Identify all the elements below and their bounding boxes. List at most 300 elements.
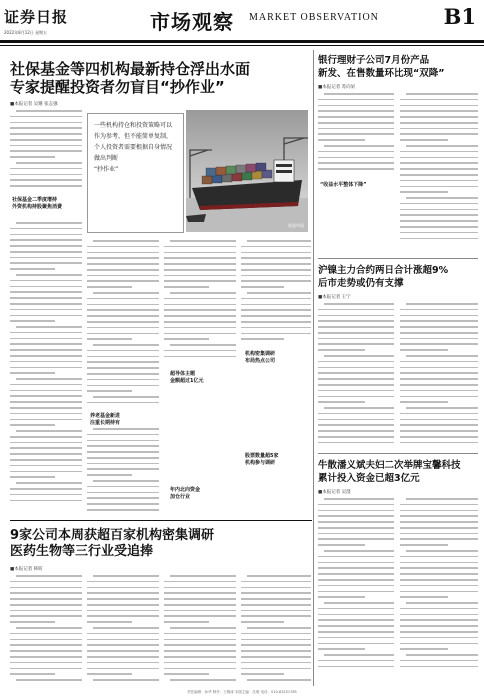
text-line	[10, 424, 55, 426]
text-line	[318, 430, 394, 432]
text-line	[164, 275, 236, 277]
text-line	[241, 604, 311, 606]
text-line	[400, 226, 478, 228]
bottom-headline-line2: 医药生物等三行业受追捧	[10, 543, 154, 559]
text-line	[318, 332, 394, 334]
text-line	[170, 627, 236, 629]
text-line	[400, 538, 478, 540]
text-line	[87, 468, 159, 470]
text-line	[10, 228, 82, 230]
text-line	[241, 656, 311, 658]
main-subhead-2: 养老基金新进 注重长期持有	[90, 413, 121, 426]
text-line	[10, 581, 82, 583]
text-line	[10, 401, 82, 403]
text-line	[10, 116, 82, 118]
right-story-1-col-1	[318, 93, 394, 174]
text-line	[400, 99, 478, 101]
text-line	[87, 581, 159, 583]
text-line	[164, 662, 236, 664]
text-line	[164, 298, 236, 300]
text-line	[164, 581, 236, 583]
right-story-3-col-2	[400, 498, 478, 671]
text-line	[10, 598, 82, 600]
text-line	[87, 610, 159, 612]
text-line	[318, 424, 394, 426]
text-line	[318, 139, 365, 141]
cargo-ship-illustration	[186, 110, 308, 232]
text-line	[318, 527, 394, 529]
text-line	[10, 291, 82, 293]
main-text-col-3	[164, 240, 236, 361]
text-line	[16, 627, 82, 629]
text-line	[164, 269, 236, 271]
mid-item-3: 年内北向资金 加仓行业	[170, 487, 201, 500]
text-line	[164, 668, 236, 670]
text-line	[400, 637, 478, 639]
text-line	[400, 128, 478, 130]
section-subtitle: MARKET OBSERVATION	[249, 12, 379, 23]
text-line	[10, 476, 55, 478]
text-line	[87, 333, 159, 335]
text-line	[10, 268, 55, 270]
main-headline[interactable]	[10, 60, 300, 96]
text-line	[10, 390, 82, 392]
text-line	[10, 168, 82, 170]
text-line	[16, 222, 82, 224]
text-line	[400, 527, 478, 529]
text-line	[400, 419, 478, 421]
text-line	[87, 497, 159, 499]
text-line	[10, 673, 55, 675]
text-line	[87, 252, 159, 254]
text-line	[241, 280, 311, 282]
text-line	[318, 562, 394, 564]
text-line	[318, 631, 394, 633]
text-line	[400, 139, 448, 141]
text-line	[318, 579, 394, 581]
text-line	[318, 116, 394, 118]
text-line	[324, 550, 394, 552]
text-line	[318, 390, 394, 392]
cargo-ship-photo[interactable]	[186, 110, 308, 232]
text-line	[241, 309, 311, 311]
right-story-1-headline[interactable]: 银行理财子公司7月份产品 新发、在售数量环比现“双降”	[318, 55, 445, 80]
text-line	[87, 598, 159, 600]
main-headline-line1: 社保基金等四机构最新持仓浮出水面	[10, 60, 251, 78]
text-line	[400, 116, 478, 118]
text-line	[10, 587, 82, 589]
text-line	[164, 604, 236, 606]
issue-date: 2022年8月12日 星期五	[4, 30, 48, 35]
text-line	[241, 298, 311, 300]
text-line	[241, 615, 311, 617]
text-line	[87, 633, 159, 635]
masthead-rule	[0, 40, 484, 43]
text-line	[318, 396, 394, 398]
right-story-3-col-1	[318, 498, 394, 671]
text-line	[10, 500, 82, 502]
text-line	[10, 234, 82, 236]
text-line	[400, 180, 478, 182]
text-line	[87, 434, 159, 436]
right-story-1-byline: ■本报记者 苏向杲	[318, 85, 356, 90]
text-line	[241, 321, 311, 323]
text-line	[87, 280, 159, 282]
bottom-byline: ■本报记者 韩昉	[10, 567, 43, 572]
text-line	[10, 122, 82, 124]
text-line	[400, 544, 448, 546]
text-line	[241, 598, 311, 600]
text-line	[400, 390, 478, 392]
text-line	[87, 257, 159, 259]
text-line	[318, 349, 365, 351]
text-line	[400, 631, 478, 633]
text-line	[10, 639, 82, 641]
text-line	[87, 509, 159, 511]
text-line	[318, 401, 365, 403]
text-line	[87, 361, 159, 363]
text-line	[87, 286, 132, 288]
text-line	[400, 396, 478, 398]
right-column-divider	[313, 50, 314, 686]
text-line	[400, 214, 478, 216]
text-line	[318, 544, 365, 546]
text-line	[406, 407, 478, 409]
right-story-2-byline: ■本报记者 王宁	[318, 295, 351, 300]
right-story-3-byline: ■本报记者 吴澄	[318, 490, 351, 495]
newspaper-logo: 证券日报	[4, 8, 69, 26]
text-line	[400, 413, 478, 415]
text-line	[241, 673, 284, 675]
text-line	[241, 304, 311, 306]
text-line	[87, 309, 159, 311]
text-line	[400, 361, 478, 363]
text-line	[16, 430, 82, 432]
text-line	[10, 419, 82, 421]
text-line	[318, 320, 394, 322]
text-line	[93, 344, 159, 346]
mid-item-1: 超导体主题 金额超过1亿元	[170, 371, 204, 384]
text-line	[318, 419, 394, 421]
text-line	[87, 356, 159, 358]
text-line	[10, 332, 82, 334]
page-footer: 责任编辑：孙华 制作：王敬涛 本版主编：沈明 电话：010-83251785	[187, 690, 297, 694]
text-line	[87, 390, 132, 392]
text-line	[318, 442, 394, 444]
text-line	[318, 105, 394, 107]
text-line	[87, 656, 159, 658]
text-line	[87, 503, 159, 505]
text-line	[87, 474, 132, 476]
text-line	[318, 338, 394, 340]
text-line	[241, 668, 311, 670]
text-line	[400, 573, 478, 575]
text-line	[87, 402, 159, 404]
text-line	[10, 407, 82, 409]
text-line	[10, 245, 82, 247]
right-story-2-col-1	[318, 303, 394, 448]
text-line	[164, 598, 236, 600]
text-line	[164, 356, 236, 358]
text-line	[400, 562, 478, 564]
text-line	[93, 627, 159, 629]
text-line	[400, 232, 478, 234]
text-line	[400, 122, 478, 124]
text-line	[400, 191, 448, 193]
text-line	[247, 679, 311, 681]
masthead	[0, 0, 484, 46]
text-line	[318, 413, 394, 415]
bottom-headline-line1: 9家公司本周获超百家机构密集调研	[10, 528, 215, 543]
text-line	[318, 608, 394, 610]
mid-item-4: 股票数量超5家 机构参与调研	[245, 453, 279, 466]
text-line	[10, 604, 82, 606]
text-line	[164, 252, 236, 254]
text-line	[400, 162, 478, 164]
text-line	[164, 333, 236, 335]
text-line	[318, 436, 394, 438]
main-headline-line2: 专家提醒投资者勿盲目“抄作业”	[10, 78, 225, 96]
text-line	[318, 157, 394, 159]
text-line	[10, 384, 82, 386]
text-line	[87, 385, 159, 387]
text-line	[87, 373, 159, 375]
text-line	[16, 679, 82, 681]
main-subhead-1: 社保基金二季度增持 外资机构持股聚焦消费	[12, 197, 63, 210]
text-line	[400, 619, 478, 621]
text-line	[10, 309, 82, 311]
text-line	[318, 515, 394, 517]
text-line	[10, 413, 82, 415]
text-line	[318, 504, 394, 506]
text-line	[10, 372, 55, 374]
text-line	[400, 533, 478, 535]
text-line	[318, 573, 394, 575]
text-line	[241, 275, 311, 277]
text-line	[87, 350, 159, 352]
main-text-col-1	[10, 110, 82, 191]
main-text-col-4	[241, 240, 311, 344]
text-line	[400, 401, 448, 403]
text-line	[400, 238, 478, 240]
text-line	[10, 174, 82, 176]
text-line	[324, 303, 394, 305]
text-line	[400, 309, 478, 311]
text-line	[241, 333, 311, 335]
text-line	[318, 151, 394, 153]
text-line	[10, 343, 82, 345]
text-line	[241, 621, 284, 623]
right-story-3-headline[interactable]: 牛散潘义斌夫妇二次举牌宝馨科技 累计投入资金已超3亿元	[318, 460, 461, 485]
text-line	[324, 498, 394, 500]
text-line	[318, 567, 394, 569]
text-line	[400, 591, 478, 593]
text-line	[10, 286, 82, 288]
text-line	[406, 498, 478, 500]
text-line	[241, 257, 311, 259]
text-line	[406, 654, 478, 656]
text-line	[164, 280, 236, 282]
text-line	[400, 430, 478, 432]
text-line	[164, 286, 209, 288]
text-line	[10, 592, 82, 594]
text-line	[318, 110, 394, 112]
text-line	[10, 251, 82, 253]
text-line	[318, 614, 394, 616]
text-line	[87, 367, 159, 369]
text-line	[87, 463, 159, 465]
text-line	[400, 174, 478, 176]
right-story-2-headline[interactable]: 沪镍主力合约两日合计涨超9% 后市走势或仍有支撑	[318, 265, 449, 290]
text-line	[400, 338, 478, 340]
text-line	[87, 587, 159, 589]
text-line	[16, 110, 82, 112]
text-line	[10, 239, 82, 241]
text-line	[318, 591, 394, 593]
section-title: 市场观察	[150, 10, 234, 34]
text-line	[164, 592, 236, 594]
text-line	[400, 556, 478, 558]
bottom-text-col-2	[87, 575, 159, 685]
text-line	[10, 395, 82, 397]
text-line	[164, 246, 236, 248]
text-line	[318, 660, 394, 662]
text-line	[318, 596, 365, 598]
right-story-1-col-2	[400, 93, 478, 243]
text-line	[164, 315, 236, 317]
text-line	[400, 579, 478, 581]
text-line	[10, 465, 82, 467]
text-line	[87, 673, 132, 675]
mid-item-2: 机构密集调研 布局热点公司	[245, 351, 276, 364]
bottom-text-col-3	[164, 575, 236, 685]
text-line	[164, 587, 236, 589]
text-line	[10, 471, 82, 473]
text-line	[10, 361, 82, 363]
text-line	[10, 633, 82, 635]
text-line	[87, 650, 159, 652]
text-line	[318, 122, 394, 124]
text-line	[87, 304, 159, 306]
text-line	[87, 275, 159, 277]
text-line	[400, 424, 478, 426]
text-line	[324, 602, 394, 604]
text-line	[164, 350, 236, 352]
text-line	[400, 105, 478, 107]
text-line	[87, 338, 132, 340]
page-number: B1	[443, 4, 476, 29]
text-line	[93, 428, 159, 430]
main-text-col-2	[87, 240, 159, 408]
text-line	[164, 263, 236, 265]
text-line	[318, 343, 394, 345]
text-line	[318, 666, 394, 668]
text-line	[241, 246, 311, 248]
text-line	[10, 488, 82, 490]
text-line	[400, 349, 448, 351]
text-line	[318, 384, 394, 386]
text-line	[318, 133, 394, 135]
right-story-2-col-2	[400, 303, 478, 448]
text-line	[164, 610, 236, 612]
text-line	[87, 604, 159, 606]
text-line	[10, 185, 82, 187]
text-line	[400, 614, 478, 616]
text-line	[241, 252, 311, 254]
text-line	[241, 338, 284, 340]
text-line	[87, 615, 159, 617]
text-line	[318, 326, 394, 328]
text-line	[400, 326, 478, 328]
text-line	[241, 633, 311, 635]
text-line	[241, 644, 311, 646]
photo-credit: 视觉中国	[288, 223, 304, 228]
text-line	[93, 240, 159, 242]
story-divider	[10, 520, 312, 521]
text-line	[10, 349, 82, 351]
text-line	[400, 608, 478, 610]
text-line	[241, 639, 311, 641]
text-line	[318, 372, 394, 374]
text-line	[87, 451, 159, 453]
text-line	[400, 585, 478, 587]
text-line	[87, 621, 132, 623]
text-line	[318, 99, 394, 101]
text-line	[164, 621, 209, 623]
text-line	[10, 621, 55, 623]
text-line	[16, 326, 82, 328]
text-line	[400, 643, 478, 645]
text-line	[247, 575, 311, 577]
text-line	[87, 263, 159, 265]
text-line	[16, 378, 82, 380]
text-line	[10, 610, 82, 612]
text-line	[400, 436, 478, 438]
text-line	[10, 459, 82, 461]
bottom-headline[interactable]	[10, 528, 300, 559]
text-line	[400, 320, 478, 322]
text-line	[318, 643, 394, 645]
text-line	[10, 156, 55, 158]
text-line	[400, 186, 478, 188]
text-line	[400, 515, 478, 517]
text-line	[241, 592, 311, 594]
text-line	[87, 269, 159, 271]
text-line	[318, 556, 394, 558]
text-line	[164, 615, 236, 617]
text-line	[400, 567, 478, 569]
text-line	[241, 610, 311, 612]
text-line	[164, 327, 236, 329]
pull-quote-box	[87, 113, 184, 233]
text-line	[170, 344, 236, 346]
text-line	[400, 660, 478, 662]
text-line	[16, 274, 82, 276]
text-line	[318, 521, 394, 523]
text-line	[10, 668, 82, 670]
right-divider-2	[318, 453, 478, 454]
text-line	[241, 662, 311, 664]
text-line	[10, 297, 82, 299]
text-line	[400, 157, 478, 159]
text-line	[241, 650, 311, 652]
pull-quote-mark: “抄作业”	[94, 166, 119, 174]
text-line	[87, 327, 159, 329]
text-line	[247, 240, 311, 242]
text-line	[10, 615, 82, 617]
text-line	[87, 379, 159, 381]
text-line	[318, 378, 394, 380]
